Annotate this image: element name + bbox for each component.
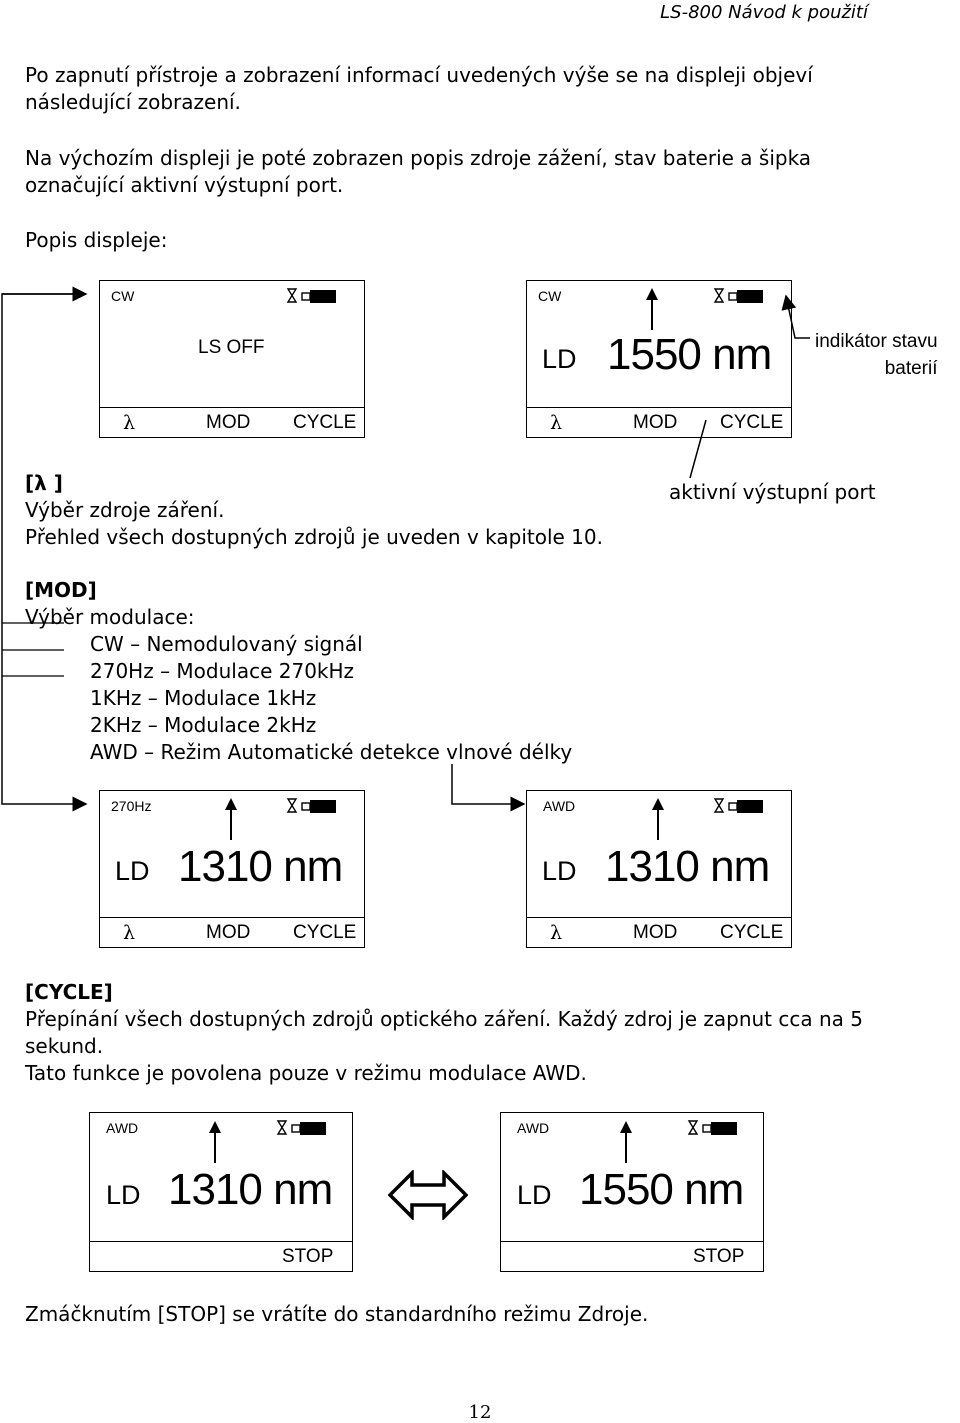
- ld-label: LD: [115, 856, 150, 886]
- softkeys: [90, 1241, 352, 1271]
- up-arrow-icon: [651, 798, 665, 840]
- page-number: 12: [468, 1402, 492, 1423]
- lambda-key[interactable]: λ: [123, 412, 136, 434]
- lambda-key[interactable]: λ: [550, 922, 563, 944]
- stop-key[interactable]: STOP: [693, 1246, 745, 1267]
- wavelength-readout: 1310 nm: [168, 1165, 333, 1214]
- intro-paragraph-2: Na výchozím displeji je poté zobrazen popis zdroje zážení, stav baterie a šipka označující aktivní výstupní port.: [25, 146, 812, 197]
- mod-heading: [MOD]: [25, 578, 97, 602]
- mod-item: AWD – Režim Automatické detekce vlnové délky: [90, 740, 573, 764]
- softkeys: [527, 407, 791, 437]
- softkeys: [100, 407, 364, 437]
- display-awd-1310: [526, 790, 792, 948]
- awd-connector-line: [452, 764, 524, 804]
- cycle-key[interactable]: CYCLE: [720, 922, 784, 943]
- ld-label: LD: [106, 1180, 141, 1210]
- cycle-key[interactable]: CYCLE: [720, 412, 784, 433]
- double-arrow-icon: [388, 1170, 468, 1220]
- intro-paragraph-1: Po zapnutí přístroje a zobrazení informací uvedených výše se na displeji objeví následující zobrazení.: [25, 63, 813, 114]
- ld-label: LD: [542, 856, 577, 886]
- ld-label: LD: [517, 1180, 552, 1210]
- up-arrow-icon: [645, 288, 659, 330]
- mode-label: AWD: [517, 1120, 550, 1136]
- wavelength-readout: 1550 nm: [607, 330, 772, 379]
- mod-key[interactable]: MOD: [633, 412, 678, 433]
- battery-icon: [286, 288, 356, 305]
- ld-label: LD: [542, 344, 577, 374]
- softkeys: [100, 917, 364, 947]
- active-port-callout: aktivní výstupní port: [669, 480, 876, 504]
- up-arrow-icon: [208, 1121, 222, 1163]
- mod-section: [MOD] Výběr modulace: CW – Nemodulovaný signál 270Hz – Modulace 270kHz 1KHz – Modulace 1kHz 2KHz – Modulace 2kHz AWD – Režim Automatické detekce vlnové délky: [25, 578, 573, 764]
- cycle-key[interactable]: CYCLE: [293, 922, 357, 943]
- running-header: LS-800 Návod k použití: [660, 2, 868, 23]
- display-awd-1310-stop: [89, 1112, 353, 1272]
- lambda-key[interactable]: λ: [123, 922, 136, 944]
- wavelength-readout: 1310 nm: [178, 842, 343, 891]
- battery-icon: [276, 1120, 346, 1137]
- mode-label: AWD: [543, 798, 576, 814]
- battery-icon: [286, 798, 356, 815]
- display-ls-off: [99, 280, 365, 438]
- display-description-label: Popis displeje:: [25, 228, 168, 252]
- battery-icon: [713, 798, 783, 815]
- up-arrow-icon: [224, 798, 238, 840]
- mod-item: 270Hz – Modulace 270kHz: [90, 659, 355, 683]
- mod-key[interactable]: MOD: [206, 922, 251, 943]
- display-cw-1550: [526, 280, 792, 438]
- battery-icon: [687, 1120, 757, 1137]
- mode-label: CW: [111, 288, 135, 304]
- cycle-heading: [CYCLE]: [25, 980, 113, 1004]
- wavelength-readout: 1310 nm: [605, 842, 770, 891]
- stop-key[interactable]: STOP: [282, 1246, 334, 1267]
- battery-icon: [713, 288, 783, 305]
- display-awd-1550-stop: [500, 1112, 764, 1272]
- cycle-section: [CYCLE] Přepínání všech dostupných zdrojů optického záření. Každý zdroj je zapnut cca na 5 sekund. Tato funkce je povolena pouze v režimu modulace AWD.: [25, 980, 863, 1085]
- cycle-key[interactable]: CYCLE: [293, 412, 357, 433]
- mod-item: CW – Nemodulovaný signál: [90, 632, 363, 656]
- wavelength-readout: 1550 nm: [579, 1165, 744, 1214]
- mode-label: AWD: [106, 1120, 139, 1136]
- softkeys: [527, 917, 791, 947]
- battery-indicator-callout: indikátor stavu baterií: [815, 331, 938, 379]
- mod-key[interactable]: MOD: [206, 412, 251, 433]
- ls-off-text: LS OFF: [198, 337, 265, 358]
- mod-key[interactable]: MOD: [633, 922, 678, 943]
- lambda-section: [λ ] Výběr zdroje záření. Přehled všech dostupných zdrojů je uveden v kapitole 10.: [25, 471, 603, 549]
- lambda-key[interactable]: λ: [550, 412, 563, 434]
- mod-item: 1KHz – Modulace 1kHz: [90, 686, 317, 710]
- up-arrow-icon: [619, 1121, 633, 1163]
- mod-item: 2KHz – Modulace 2kHz: [90, 713, 317, 737]
- lambda-heading: [λ ]: [25, 471, 63, 495]
- display-270hz-1310: [99, 790, 365, 948]
- softkeys: [501, 1241, 763, 1271]
- stop-instruction: Zmáčknutím [STOP] se vrátíte do standardního režimu Zdroje.: [25, 1302, 649, 1326]
- mode-label: 270Hz: [111, 798, 152, 814]
- mode-label: CW: [538, 288, 562, 304]
